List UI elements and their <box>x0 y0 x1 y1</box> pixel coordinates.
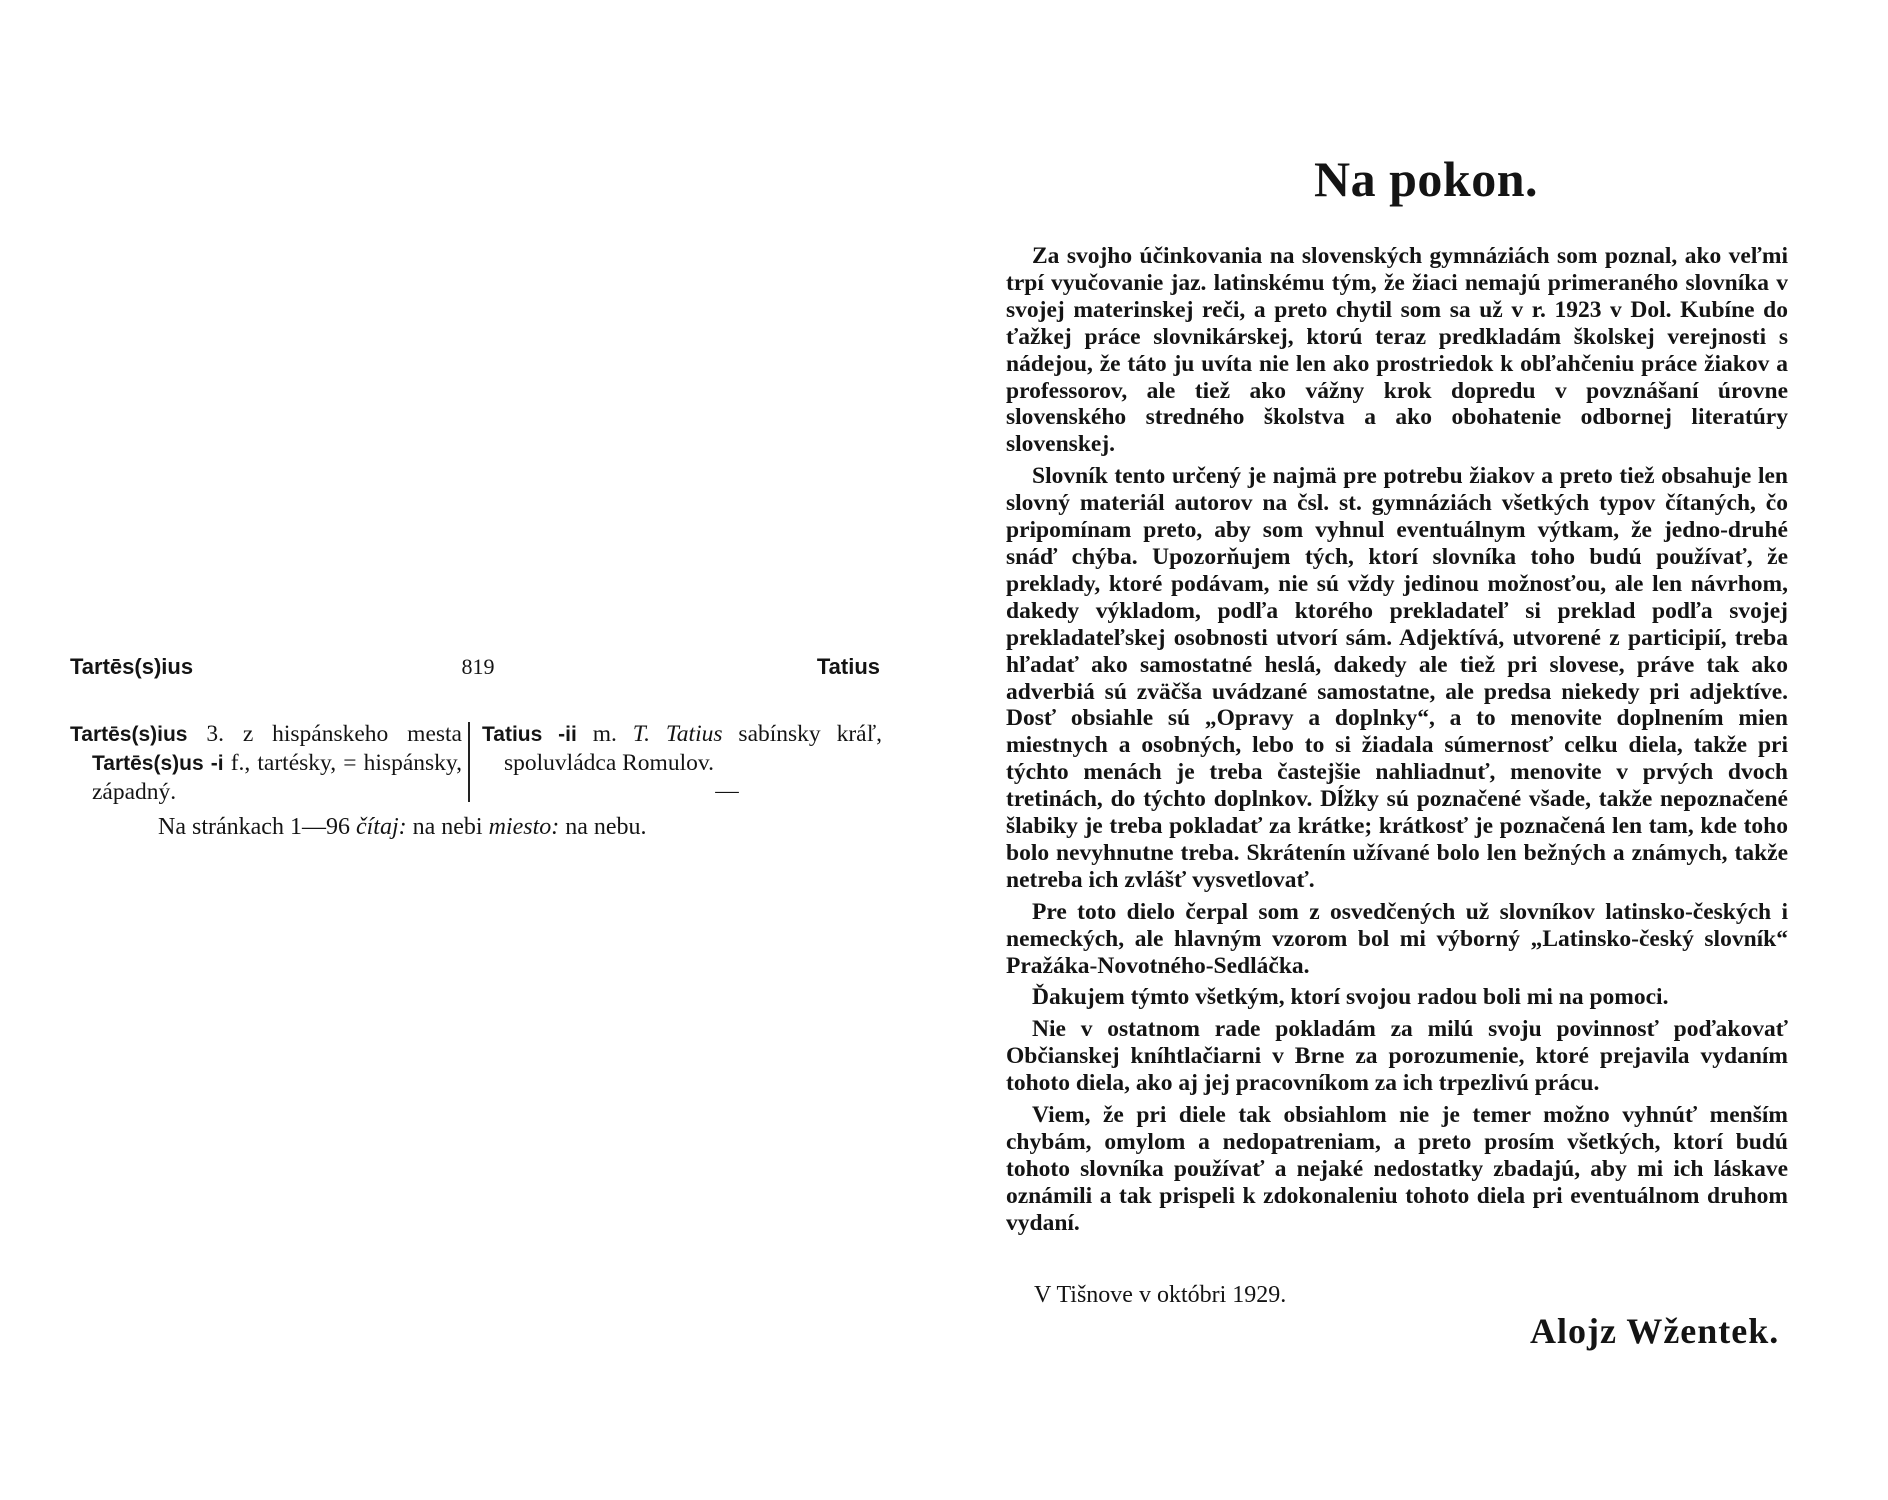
entry-italic: T. Tatius <box>632 721 723 747</box>
signature: Alojz Wžentek. <box>1530 1311 1780 1351</box>
paragraph: Za svojho účinkovania na slovenských gymnáziách som poznal, ako veľmi trpí vyučovanie jaz. latinskému tým, že žiaci nemajú primeraného slovníka v svojej materinskej reči, a preto chytil som sa už v r. 1923 v Dol. Kubíne do ťažkej práce slovnikárskej, ktorú teraz predkladám školskej verejnosti s nádejou, že táto ju uvíta nie len ako prostriedok k obľahčeniu práce žiakov a professorov, ale tiež ako vážny krok dopredu v povznášaní úrovne slovenského stredného školstva a ako obohatenie odbornej literatúry slovenskej. <box>1006 243 1788 458</box>
dictionary-entry-left <box>70 720 462 806</box>
paragraph: Pre toto dielo čerpal som z osvedčených už slovníkov latinsko-českých i nemeckých, ale hlavným vzorom bol mi výborný „Latinsko-český slovník“ Pražáka-Novotného-Sedláčka. <box>1006 898 1788 979</box>
entry-text: f., tartésky, = hispánsky, západný. <box>92 750 462 805</box>
errata-italic: miesto: <box>488 814 560 840</box>
paragraph: Viem, že pri diele tak obsiahlom nie je temer možno vyhnúť menším chybám, omylom a nedopatreniam, a preto prosím všetkých, ktorí budú tohoto slovníka používať a nejaké nedostatky zbadajú, aby mi ich láskave oznámili a tak prispeli k zdokonaleniu tohoto diela pri eventuálnom druhom vydaní. <box>1006 1102 1788 1236</box>
paragraph: Nie v ostatnom rade pokladám za milú svoju povinnosť poďakovať Občianskej kníhtlačiarni v Brne za porozumenie, ktoré prejavila vydaním tohoto diela, ako aj jej pracovníkom za ich trpezlivú prácu. <box>1006 1016 1788 1097</box>
entry-text: m. <box>576 721 633 747</box>
page-title: Na pokon. <box>1314 151 1539 207</box>
running-head-right: Tatius <box>816 654 880 679</box>
errata-italic: čítaj: <box>355 814 407 840</box>
entry-text: 3. z hispánskeho mesta <box>187 721 462 747</box>
dateline: V Tišnove v októbri 1929. <box>1034 1282 1287 1308</box>
entry-headword-variant: Tartēs(s)us -i <box>92 752 224 775</box>
column-divider <box>468 722 470 802</box>
errata-text: na nebi <box>406 814 489 840</box>
errata-text: na nebu. <box>559 814 647 840</box>
end-dash: — <box>715 778 739 804</box>
errata-text: Na stránkach 1—96 <box>158 814 356 840</box>
errata-note <box>158 812 647 842</box>
running-head-left: Tartēs(s)ius <box>70 654 194 679</box>
afterword-body <box>1006 243 1788 1242</box>
entry-headword: Tatius -ii <box>482 723 577 746</box>
entry-text: sabínsky kráľ, spoluvládca Romulov. <box>504 721 883 776</box>
paragraph: Slovník tento určený je najmä pre potrebu žiakov a preto tiež obsahuje len slovný materiál autorov na čsl. st. gymnáziách všetkých typov čítaných, čo pripomínam preto, aby som vyhnul eventuálnym výtkam, že jedno-druhé snáď chýba. Upozorňujem tých, ktorí slovníka toho budú používať, že preklady, ktoré podávam, nie sú vždy jedinou možnosťou, ale len návrhom, dakedy výkladom, podľa ktorého prekladateľ si preklad podľa svojej prekladateľskej osobnosti utvorí sám. Adjektívá, utvorené z participií, treba hľadať ako samostatné heslá, dakedy ale tiež pri slovese, práve tak ako adverbiá sú zväčša uvádzané samostatne, ale predsa niekedy pri adjektíve. Dosť obsiahle sú „Opravy a doplnky“, a to menovite doplnením mien miestnych a osobných, lebo to si žiadala súmernosť celku diela, takže pri týchto menách je treba častejšie nahliadnuť, menovite v prvých dvoch tretinách, do týchto doplnkov. Dĺžky sú poznačené všade, takže nepoznačené šlabiky je treba pokladať za krátke; krátkosť je poznačená len tam, kde toho bolo nevyhnutne treba. Skrátenín užívané bolo len bežných a známych, takže netreba ich zvlášť vysvetlovať. <box>1006 463 1788 893</box>
entry-headword: Tartēs(s)ius <box>70 723 188 746</box>
right-page <box>944 0 1888 1500</box>
dictionary-entry-right <box>482 720 882 805</box>
page-number: 819 <box>461 654 495 679</box>
paragraph: Ďakujem týmto všetkým, ktorí svojou radou boli mi na pomoci. <box>1032 984 1669 1011</box>
